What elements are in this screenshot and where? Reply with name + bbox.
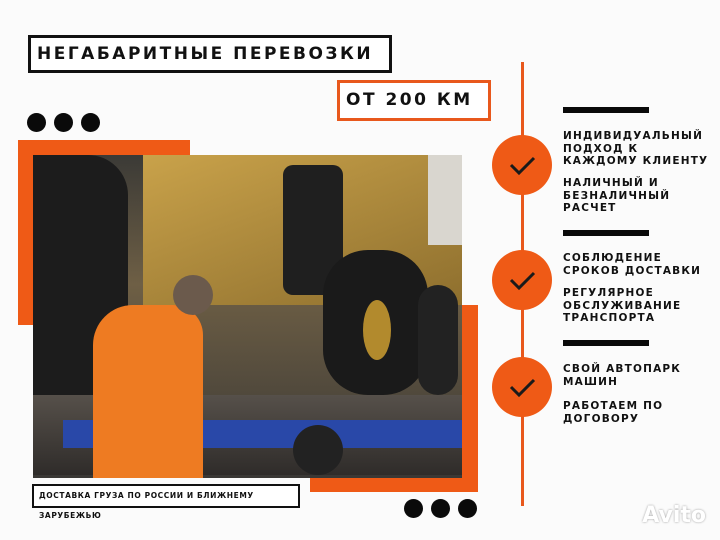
- feature-text: СВОЙ АВТОПАРК МАШИН: [563, 363, 682, 388]
- check-icon: [507, 150, 537, 180]
- decor-dot: [404, 499, 423, 518]
- section-bar: [563, 230, 649, 236]
- distance-badge: ОТ 200 КМ: [337, 80, 491, 121]
- section-bar: [563, 107, 649, 113]
- feature-text: РЕГУЛЯРНОЕ ОБСЛУЖИВАНИЕ ТРАНСПОРТА: [563, 287, 682, 324]
- truck-photo: [33, 155, 462, 478]
- feature-text: СОБЛЮДЕНИЕ СРОКОВ ДОСТАВКИ: [563, 252, 702, 277]
- check-circle: [492, 135, 552, 195]
- avito-watermark: Avito: [642, 503, 706, 528]
- check-icon: [507, 372, 537, 402]
- decor-dot: [458, 499, 477, 518]
- feature-text: НАЛИЧНЫЙ И БЕЗНАЛИЧНЫЙ РАСЧЕТ: [563, 177, 671, 214]
- decor-dot: [54, 113, 73, 132]
- title-box: НЕГАБАРИТНЫЕ ПЕРЕВОЗКИ: [28, 35, 392, 73]
- check-circle: [492, 357, 552, 417]
- section-bar: [563, 340, 649, 346]
- decor-dot: [81, 113, 100, 132]
- check-circle: [492, 250, 552, 310]
- caption-box: ДОСТАВКА ГРУЗА ПО РОССИИ И БЛИЖНЕМУ ЗАРУБЕЖЬЮ: [32, 484, 300, 508]
- check-icon: [507, 265, 537, 295]
- decor-dot: [431, 499, 450, 518]
- feature-text: РАБОТАЕМ ПО ДОГОВОРУ: [563, 400, 664, 425]
- feature-text: ИНДИВИДУАЛЬНЫЙ ПОДХОД К КАЖДОМУ КЛИЕНТУ: [563, 130, 709, 167]
- decor-dot: [27, 113, 46, 132]
